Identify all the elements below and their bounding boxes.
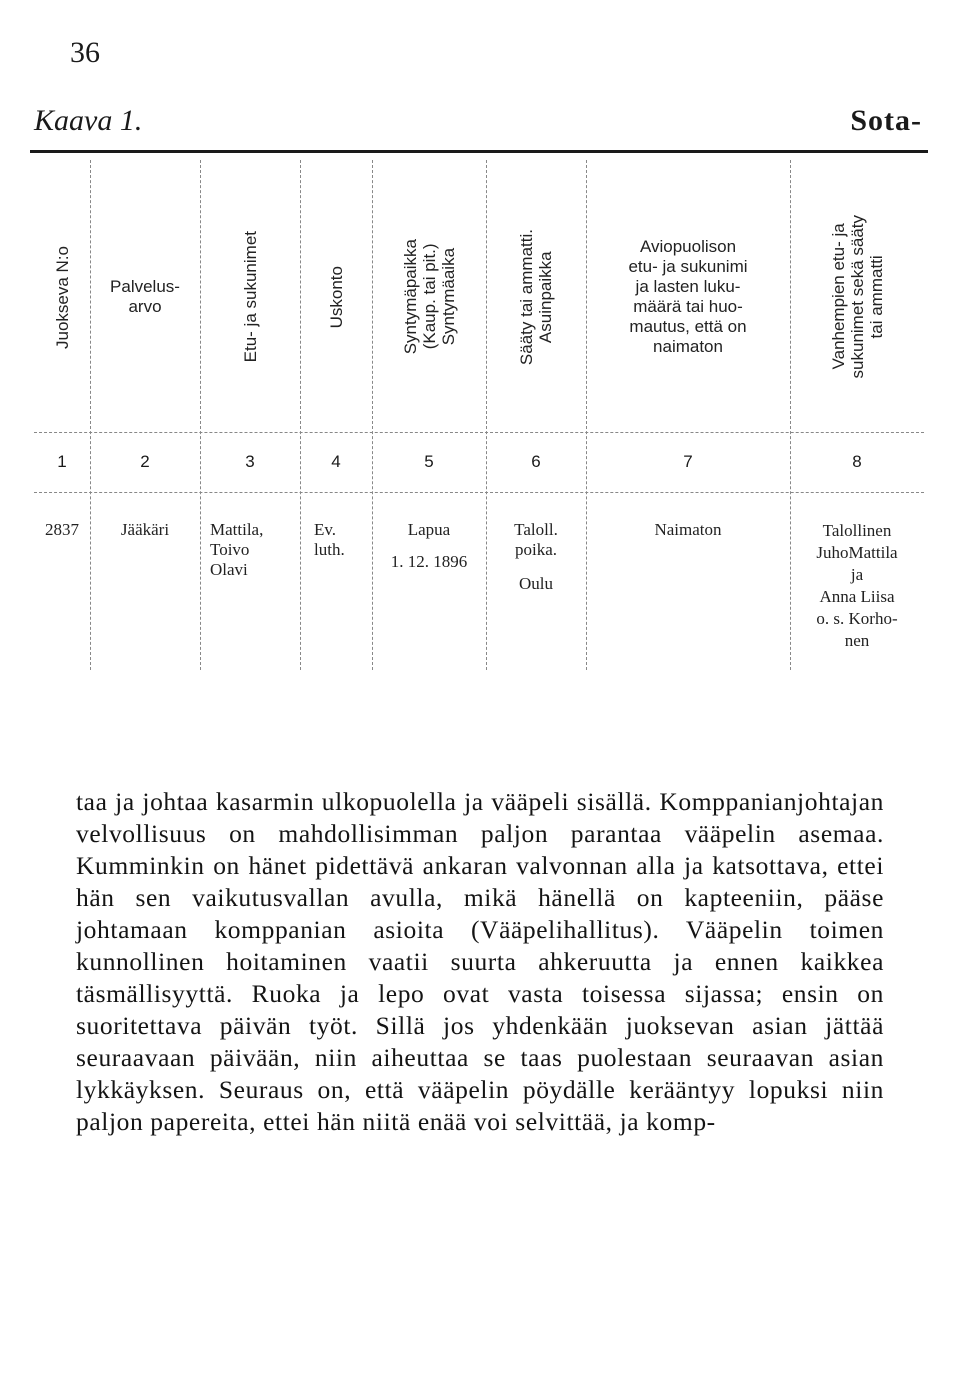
religion-cell: Ev. luth.	[314, 520, 345, 559]
column-number: 8	[852, 452, 862, 471]
spouse-cell: Naimaton	[654, 520, 722, 539]
parents-cell: Talollinen JuhoMattila ja Anna Liisa o. s. Korho- nen	[816, 521, 898, 650]
page-number: 36	[70, 36, 100, 69]
column-number: 2	[140, 452, 150, 471]
column-number: 4	[331, 452, 341, 471]
column-number: 7	[683, 452, 693, 471]
header-rank: Palvelus- arvo	[110, 277, 180, 316]
column-number: 5	[424, 452, 434, 471]
header-religion: Uskonto	[326, 265, 346, 329]
column-number: 6	[531, 452, 541, 471]
header-occupation-residence: Sääty tai ammatti. Asuinpaikka	[517, 228, 555, 366]
header-names: Etu- ja sukunimet	[240, 231, 260, 363]
birth-place-cell: Lapua	[407, 520, 451, 539]
column-number-divider	[34, 492, 924, 493]
form-label: Kaava 1.	[34, 104, 143, 137]
section-label: Sota-	[850, 104, 922, 137]
rank-cell: Jääkäri	[120, 520, 170, 539]
header-spouse: Aviopuolison etu- ja sukunimi ja lasten luku- määrä tai huo- mautus, että on naimaton	[628, 237, 748, 356]
birth-date-cell: 1. 12. 1896	[390, 552, 468, 571]
header-serial-number: Juokseva N:o	[52, 245, 72, 349]
name-cell: Mattila, Toivo Olavi	[210, 520, 264, 579]
top-rule	[30, 150, 928, 153]
header-divider	[34, 432, 924, 433]
header-birth: Syntymäpaikka (Kaup. tai pit.) Syntymäaika	[400, 239, 458, 355]
header-parents: Vanhempien etu- ja sukunimet sekä sääty tai ammatti	[828, 215, 886, 379]
column-number: 1	[57, 452, 67, 471]
residence-cell: Oulu	[519, 574, 553, 593]
body-paragraph: taa ja johtaa kasarmin ulkopuolella ja vääpeli sisällä. Komppanianjohtajan velvollisuus on mahdollisimman paljon parantaa vääpelin asemaa. Kumminkin on hänet pidettävä ankaran valvonnan alla ja katsottava, ettei hän sen vaikutusvallan avulla, mikä hänellä on kapteeniin, pääse johtamaan komppanian asioita (Vääpelihallitus). Vääpelin toimen kunnollinen hoitaminen vaatii suurta ahkeruutta ja ennen kaikkea täsmällisyyttä. Ruoka ja lepo ovat vasta toisessa sijassa; ensin on suoritettava päivän työt. Sillä jos yhdenkään juoksevan asian jättää seuraavaan päivään, niin aiheuttaa se taas puolestaan seuraavan asian lykkäyksen. Seuraus on, että vääpelin pöydälle kerääntyy lopuksi niin paljon papereita, ettei hän niitä enää voi selvittää, ja komp-	[76, 787, 884, 1136]
column-number: 3	[245, 452, 255, 471]
status-cell: Taloll. poika.	[514, 520, 558, 559]
serial-number-cell: 2837	[45, 520, 79, 539]
